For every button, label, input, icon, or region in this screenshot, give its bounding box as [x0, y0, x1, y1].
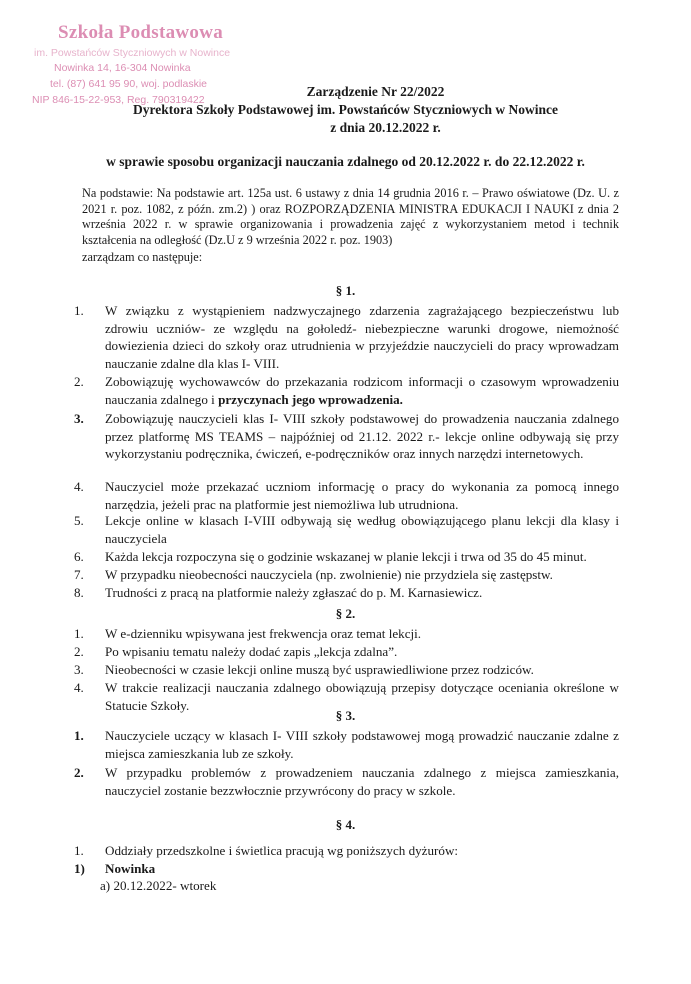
stamp-line: Szkoła Podstawowa: [58, 22, 224, 43]
item-text: Nieobecności w czasie lekcji online muszą być usprawiedliwione przez rodziców.: [105, 662, 534, 677]
item-text: W związku z wystąpieniem nadzwyczajnego zdarzenia zagrażającego bezpieczeństwu lub zdrowiu uczniów- ze względu na gołoledź- niebezpieczne warunki drogowe, niemożność dowiezienia dzieci do szkoły oraz utrudnienia w przyjeździe nauczycieli do pracy wprowadzam nauczanie zdalne dla klas I- VIII.: [105, 303, 619, 371]
document-title: Zarządzenie Nr 22/2022: [306, 84, 445, 99]
item-text: Nauczyciele uczący w klasach I- VIII szkoły podstawowej mogą prowadzić nauczanie zdalne z miejsca zamieszkania lub ze szkoły.: [105, 728, 619, 761]
item-text: [105, 373, 619, 408]
item-number: 5.: [74, 513, 84, 528]
item-number: 7.: [74, 567, 84, 582]
item-text: Trudności z pracą na platformie należy zgłaszać do p. M. Karnasiewicz.: [105, 585, 483, 600]
item-number: 3.: [74, 662, 84, 677]
item-text: Nauczyciel może przekazać uczniom informację o pracy do wykonania za pomocą innego narzędzia, jeżeli prac na platformie jest niemożliwa lub utrudniona.: [105, 479, 619, 512]
document-date: z dnia 20.12.2022 r.: [330, 120, 441, 135]
item-number: 1): [74, 861, 85, 876]
section-heading: § 2.: [335, 606, 356, 621]
item-number: 6.: [74, 549, 84, 564]
sub-item: a) 20.12.2022- wtorek: [100, 878, 217, 893]
section-heading: § 4.: [335, 817, 356, 832]
item-number: 1.: [74, 626, 84, 641]
item-number: 3.: [74, 411, 84, 426]
item-text-bold: przyczynach jego wprowadzenia.: [218, 391, 403, 407]
item-number: 2.: [74, 765, 84, 780]
item-number: 1.: [74, 303, 84, 318]
stamp-line: NIP 846-15-22-953, Reg. 790319422: [32, 94, 205, 106]
item-number: 1.: [74, 728, 84, 743]
item-text: W e-dzienniku wpisywana jest frekwencja oraz temat lekcji.: [105, 626, 422, 641]
item-text: W przypadku problemów z prowadzeniem nauczania zdalnego z miejsca zamieszkania, nauczyciel zostanie bezzwłocznie przywrócony do pracy w szkole.: [105, 765, 619, 798]
item-number: 4.: [74, 479, 84, 494]
item-text: Po wpisaniu tematu należy dodać zapis „lekcja zdalna”.: [105, 644, 398, 659]
item-text: Oddziały przedszkolne i świetlica pracują wg poniższych dyżurów:: [105, 843, 459, 858]
stamp-line: Nowinka 14, 16-304 Nowinka: [54, 62, 191, 74]
document-subject: w sprawie sposobu organizacji nauczania zdalnego od 20.12.2022 r. do 22.12.2022 r.: [106, 154, 585, 169]
section-heading: § 3.: [335, 708, 356, 723]
section-heading: § 1.: [335, 283, 356, 298]
item-text: Nowinka: [105, 861, 156, 876]
legal-basis: Na podstawie: Na podstawie art. 125a ust. 6 ustawy z dnia 14 grudnia 2016 r. – Prawo oświatowe (Dz. U. z 2021 r. poz. 1082, z późn. zm.2) ) oraz ROZPORZĄDZENIA MINISTRA EDUKACJI I NAUKI z dnia 2 września 2022 r. w sprawie organizowania i prowadzenia zajęć z wykorzystaniem metod i technik kształcenia na odległość (Dz.U z 9 września 2022 r. poz. 1903): [82, 186, 619, 247]
item-number: 8.: [74, 585, 84, 600]
document-issuer: Dyrektora Szkoły Podstawowej im. Powstańców Styczniowych w Nowince: [133, 102, 558, 117]
item-number: 1.: [74, 843, 84, 858]
stamp-line: tel. (87) 641 95 90, woj. podlaskie: [50, 78, 208, 90]
item-text: Zobowiązuję nauczycieli klas I- VIII szkoły podstawowej do prowadzenia nauczania zdalnego przez platformę MS TEAMS – najpóźniej od 21.12. 2022 r.- lekcje online odbywają się przy wykorzystaniu podręcznika, ćwiczeń, e-podręczników oraz innych narzędzi internetowych.: [105, 411, 619, 462]
stamp-line: im. Powstańców Styczniowych w Nowince: [34, 47, 231, 59]
item-text: W przypadku nieobecności nauczyciela (np. zwolnienie) nie przydziela się zastępstw.: [105, 567, 553, 582]
item-text: Lekcje online w klasach I-VIII odbywają się według obowiązującego planu lekcji dla klasy i nauczyciela: [105, 513, 619, 546]
item-text: Każda lekcja rozpoczyna się o godzinie wskazanej w planie lekcji i trwa od 35 do 45 minut.: [105, 549, 587, 564]
item-number: 2.: [74, 644, 84, 659]
item-text: W trakcie realizacji nauczania zdalnego obowiązują przepisy dotyczące oceniania określone w Statucie Szkoły.: [105, 680, 619, 713]
decree-phrase: zarządzam co następuje:: [82, 250, 203, 264]
item-number: 2.: [74, 374, 84, 389]
item-text-plain: Zobowiązuję wychowawców do przekazania rodzicom informacji o czasowym wprowadzeniu nauczania zdalnego i: [105, 374, 619, 407]
item-number: 4.: [74, 680, 84, 695]
